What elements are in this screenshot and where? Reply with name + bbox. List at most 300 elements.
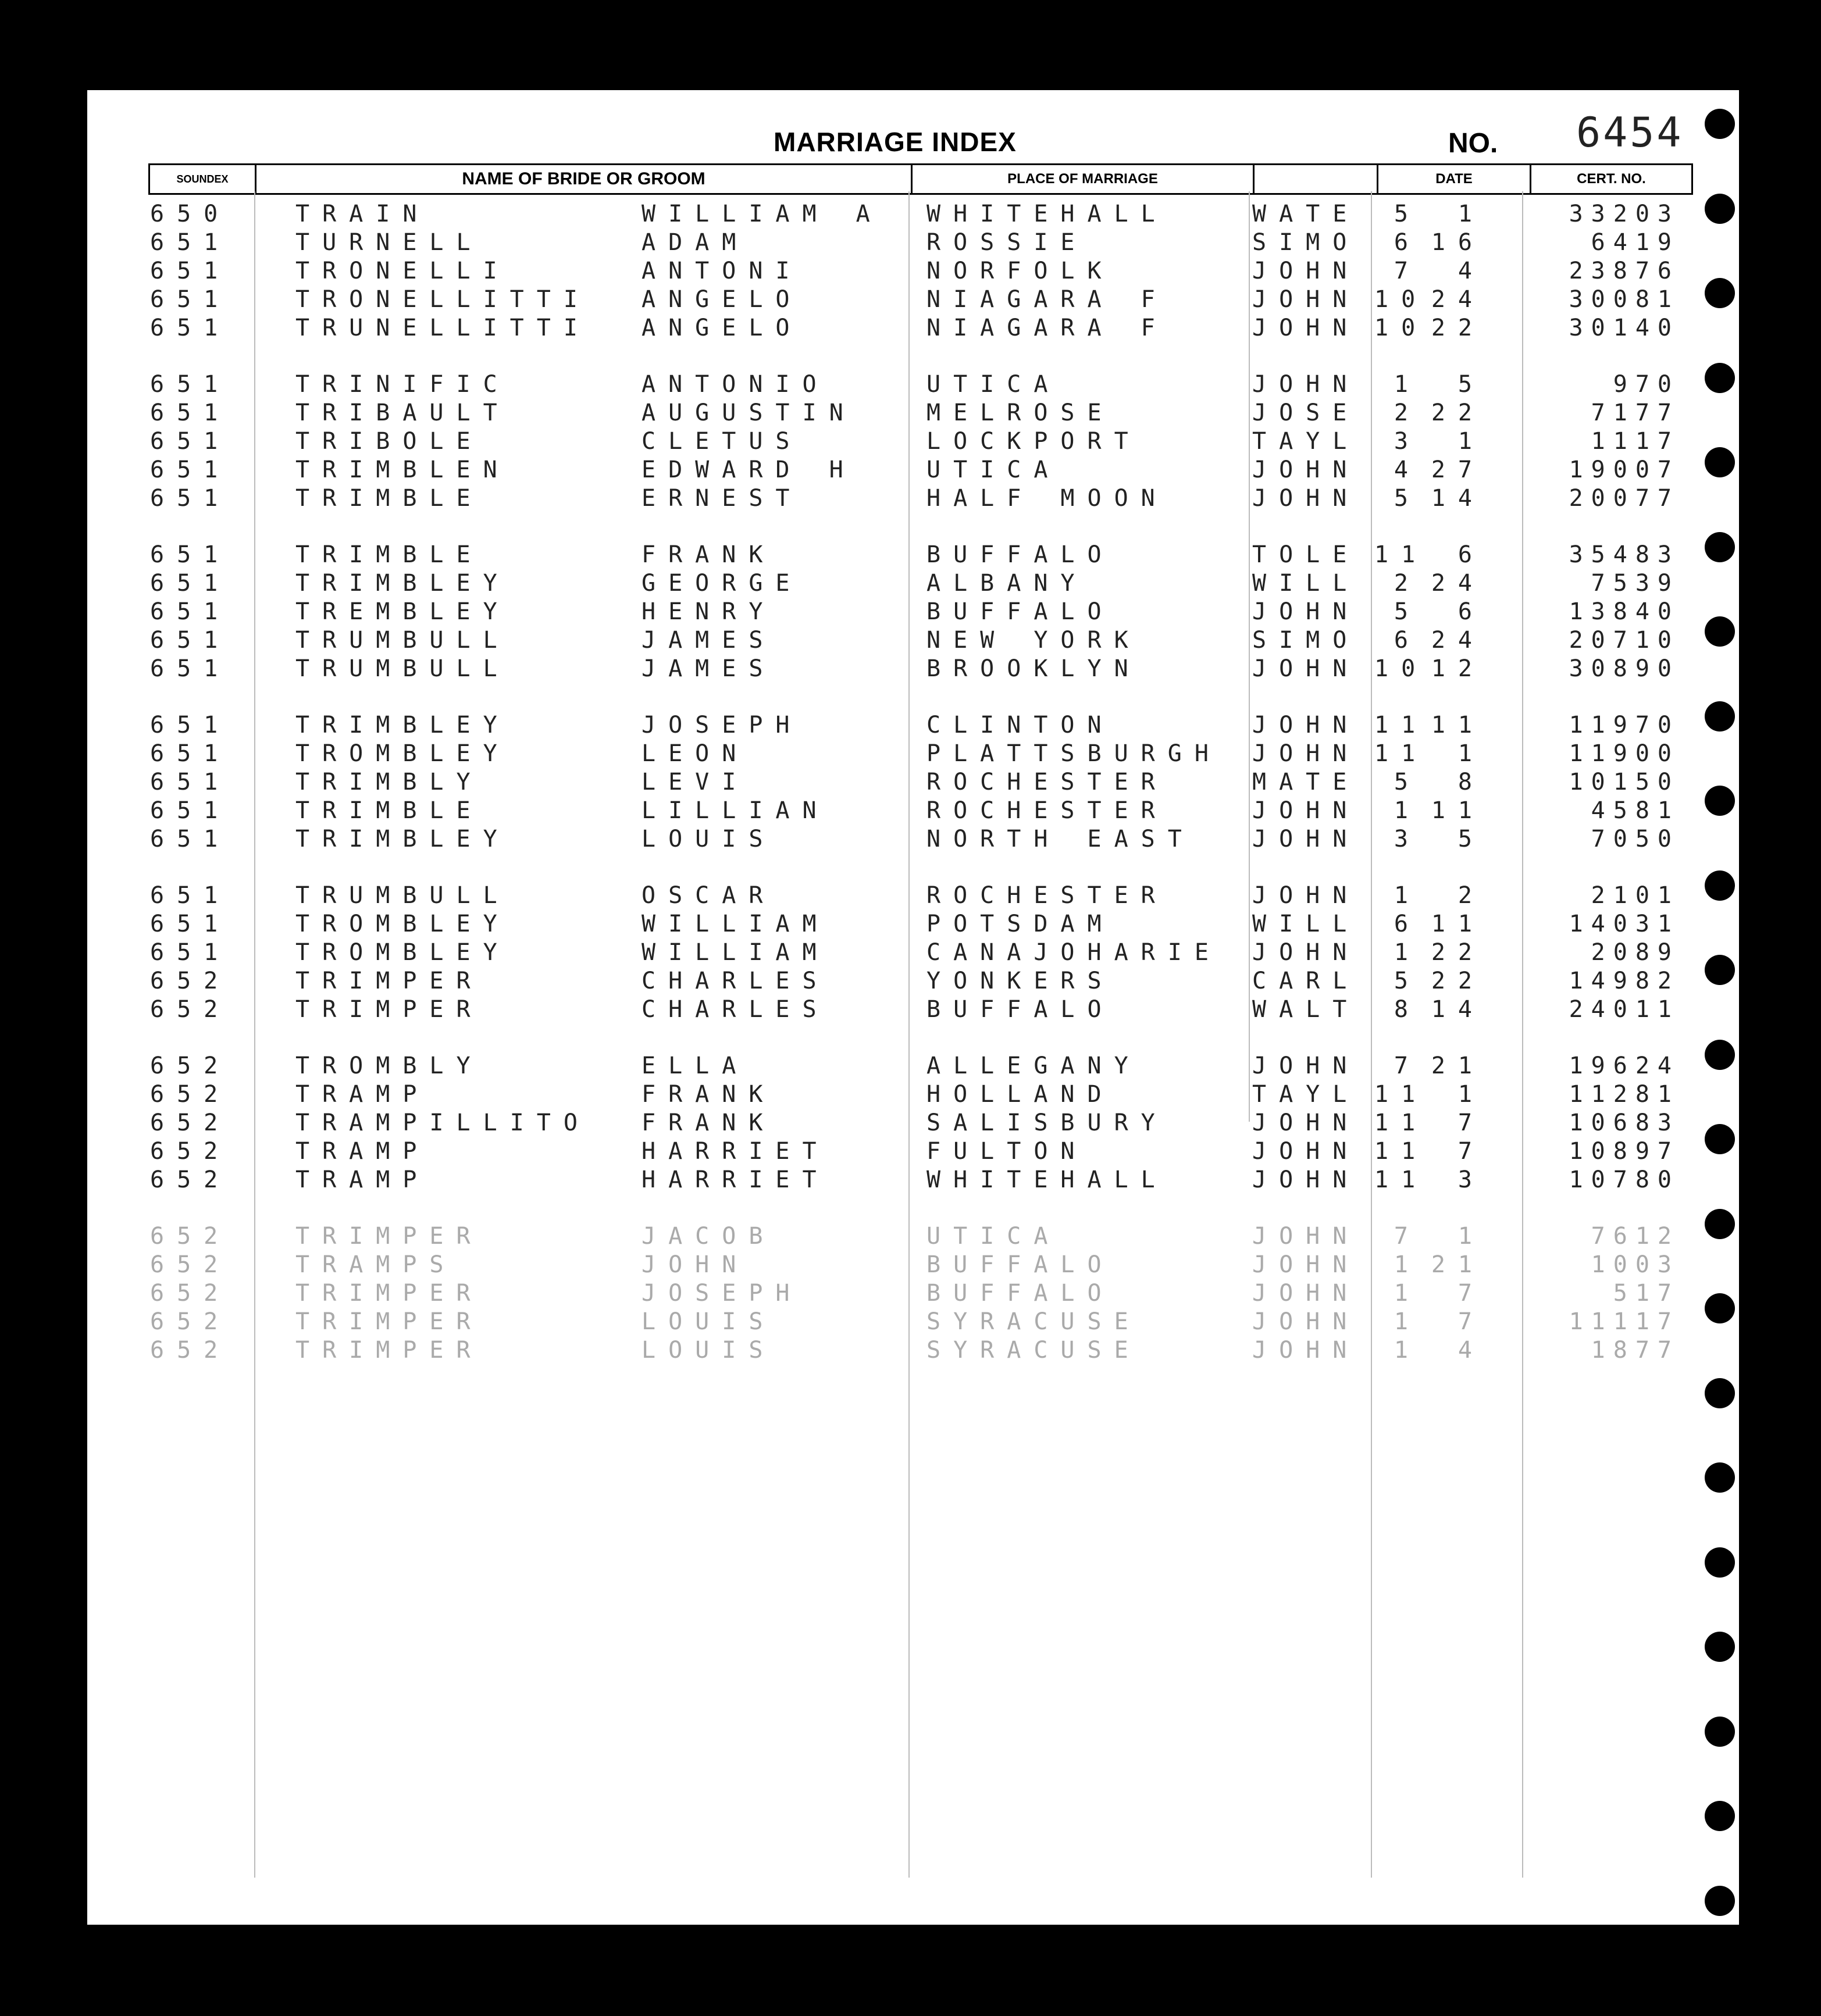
cell-giv: LOUIS [642,1337,776,1364]
cell-dy: 1 [1457,1081,1485,1108]
cell-mo: 8 [1394,996,1421,1023]
cell-cert: 11281 [1569,1081,1680,1108]
cell-sur: TRIMPER [295,968,483,994]
punch-hole [1705,1209,1735,1239]
punch-hole [1705,870,1735,901]
cell-mo: 1 [1394,371,1421,398]
cell-place: UTICA [926,1223,1061,1250]
cell-sur: TROMBLEY [295,911,510,937]
cell-mo: 1 [1394,939,1421,966]
cell-dy: 14 [1431,485,1485,512]
cell-place: WHITEHALL [926,1166,1168,1193]
cell-reg: TAYL [1252,428,1360,455]
cell-place: ROSSIE [926,229,1088,256]
cell-mo: 10 [1374,315,1428,341]
cell-dy: 11 [1431,911,1485,937]
cell-place: FULTON [926,1138,1088,1165]
cell-place: BUFFALO [926,541,1114,568]
cell-mo: 1 [1394,1308,1421,1335]
cell-sdx: 652 [150,1166,231,1193]
cell-giv: LEON [642,740,749,767]
table-row [150,911,1691,939]
cell-sur: TRIMPER [295,1223,483,1250]
cell-giv: ANGELO [642,286,803,313]
cell-place: LOCKPORT [926,428,1141,455]
cell-sdx: 651 [150,797,231,824]
cell-sur: TRUMBULL [295,627,510,654]
cell-reg: JOHN [1252,1251,1360,1278]
cell-sdx: 651 [150,428,231,455]
table-row [150,968,1691,996]
column-header-blank [1255,165,1378,193]
cell-cert: 20710 [1569,627,1680,654]
cell-cert: 33203 [1569,201,1680,227]
number-value: 6454 [1576,109,1684,156]
cell-mo: 1 [1394,1251,1421,1278]
cell-place: SYRACUSE [926,1337,1141,1364]
cell-sdx: 652 [150,1052,231,1079]
punch-hole [1705,1632,1735,1662]
cell-cert: 517 [1613,1280,1680,1307]
cell-sdx: 651 [150,371,231,398]
cell-giv: ANGELO [642,315,803,341]
cell-dy: 8 [1457,769,1485,795]
cell-sur: TRONELLI [295,258,510,284]
cell-cert: 19007 [1569,456,1680,483]
cell-giv: LILLIAN [642,797,829,824]
cell-sdx: 651 [150,740,231,767]
cell-dy: 21 [1431,1052,1485,1079]
cell-dy: 7 [1457,1308,1485,1335]
table-row [150,1223,1691,1251]
cell-place: NIAGARA F [926,315,1168,341]
cell-reg: WATE [1252,201,1360,227]
cell-dy: 7 [1457,1109,1485,1136]
cell-dy: 14 [1431,996,1485,1023]
cell-dy: 24 [1431,286,1485,313]
cell-place: SALISBURY [926,1109,1168,1136]
column-header-name: NAME OF BRIDE OR GROOM [256,165,913,193]
cell-mo: 5 [1394,968,1421,994]
cell-sur: TRIMPER [295,1308,483,1335]
cell-dy: 11 [1431,797,1485,824]
cell-dy: 7 [1457,1280,1485,1307]
cell-reg: JOHN [1252,1109,1360,1136]
cell-cert: 1003 [1591,1251,1680,1278]
cell-sur: TRIMBLEY [295,826,510,852]
cell-giv: JOSEPH [642,1280,803,1307]
table-row [150,1166,1691,1195]
cell-sdx: 652 [150,1109,231,1136]
cell-sdx: 652 [150,1081,231,1108]
cell-mo: 1 [1394,1337,1421,1364]
cell-place: HALF MOON [926,485,1168,512]
cell-reg: WILL [1252,911,1360,937]
table-row [150,996,1691,1025]
cell-place: BUFFALO [926,1280,1114,1307]
cell-giv: HARRIET [642,1138,829,1165]
cell-reg: JOHN [1252,1223,1360,1250]
cell-reg: JOHN [1252,740,1360,767]
cell-mo: 5 [1394,598,1421,625]
column-header-date: DATE [1378,165,1531,193]
cell-place: UTICA [926,456,1061,483]
cell-sdx: 652 [150,1223,231,1250]
cell-place: ROCHESTER [926,882,1168,909]
cell-mo: 1 [1394,882,1421,909]
cell-sdx: 652 [150,1280,231,1307]
cell-sdx: 652 [150,1308,231,1335]
cell-sur: TRINIFIC [295,371,510,398]
cell-mo: 6 [1394,911,1421,937]
cell-giv: ERNEST [642,485,803,512]
cell-cert: 6419 [1591,229,1680,256]
cell-cert: 11970 [1569,712,1680,738]
cell-place: ROCHESTER [926,797,1168,824]
column-header-row [148,163,1693,195]
cell-cert: 14031 [1569,911,1680,937]
cell-sdx: 651 [150,570,231,597]
cell-place: NIAGARA F [926,286,1168,313]
cell-reg: JOHN [1252,456,1360,483]
cell-cert: 11117 [1569,1308,1680,1335]
cell-cert: 7539 [1591,570,1680,597]
cell-sdx: 651 [150,655,231,682]
punch-hole [1705,1462,1735,1493]
column-header-soundex: SOUNDEX [150,165,256,193]
cell-mo: 5 [1394,201,1421,227]
index-entries [150,201,1691,1365]
cell-reg: JOHN [1252,1280,1360,1307]
table-row [150,598,1691,627]
cell-giv: JACOB [642,1223,776,1250]
cell-dy: 22 [1431,399,1485,426]
cell-sdx: 651 [150,258,231,284]
cell-reg: JOHN [1252,1138,1360,1165]
cell-dy: 11 [1431,712,1485,738]
cell-dy: 16 [1431,229,1485,256]
cell-dy: 3 [1457,1166,1485,1193]
column-header-cert: CERT. NO. [1577,171,1646,187]
cell-sur: TRUMBULL [295,655,510,682]
cell-sdx: 651 [150,627,231,654]
punch-hole [1705,955,1735,985]
cell-reg: CARL [1252,968,1360,994]
cell-mo: 11 [1374,1166,1428,1193]
cell-reg: SIMO [1252,229,1360,256]
cell-reg: JOHN [1252,797,1360,824]
cell-cert: 10150 [1569,769,1680,795]
punch-hole [1705,1124,1735,1154]
cell-cert: 24011 [1569,996,1680,1023]
cell-cert: 30081 [1569,286,1680,313]
cell-sur: TRIMBLE [295,541,483,568]
cell-reg: JOHN [1252,1052,1360,1079]
punch-hole [1705,1717,1735,1747]
cell-cert: 7177 [1591,399,1680,426]
punch-hole [1705,532,1735,562]
table-row [150,315,1691,343]
cell-mo: 5 [1394,485,1421,512]
table-row [150,1138,1691,1166]
cell-mo: 7 [1394,1052,1421,1079]
table-row [150,826,1691,854]
punch-hole [1705,109,1735,139]
cell-mo: 7 [1394,1223,1421,1250]
cell-mo: 11 [1374,712,1428,738]
cell-sur: TRUMBULL [295,882,510,909]
cell-reg: JOHN [1252,655,1360,682]
cell-reg: JOHN [1252,315,1360,341]
cell-dy: 1 [1457,1223,1485,1250]
table-row [150,939,1691,968]
punch-hole [1705,786,1735,816]
cell-giv: FRANK [642,541,776,568]
cell-sur: TRAMPILLITO [295,1109,590,1136]
cell-reg: JOHN [1252,1166,1360,1193]
cell-dy: 1 [1457,428,1485,455]
punch-hole [1705,1801,1735,1831]
number-label: NO. [1448,128,1498,159]
cell-cert: 7050 [1591,826,1680,852]
cell-giv: WILLIAM [642,911,829,937]
cell-sdx: 652 [150,996,231,1023]
cell-sdx: 651 [150,315,231,341]
table-row [150,1052,1691,1081]
cell-sur: TRIMBLY [295,769,483,795]
cell-mo: 10 [1374,286,1428,313]
corner-mark: S [1806,1951,1817,1969]
cell-cert: 2089 [1591,939,1680,966]
cell-reg: TAYL [1252,1081,1360,1108]
cell-sdx: 651 [150,911,231,937]
cell-sur: TRONELLITTI [295,286,590,313]
cell-sdx: 652 [150,1337,231,1364]
cell-reg: SIMO [1252,627,1360,654]
table-row [150,428,1691,456]
cell-sur: TRIMBLEN [295,456,510,483]
cell-sur: TRIMBLEY [295,712,510,738]
cell-sdx: 651 [150,229,231,256]
table-row [150,201,1691,229]
cell-sdx: 652 [150,1138,231,1165]
table-row [150,399,1691,428]
punch-hole [1705,701,1735,732]
cell-cert: 30140 [1569,315,1680,341]
punch-hole [1705,616,1735,647]
cell-dy: 24 [1431,570,1485,597]
cell-reg: JOSE [1252,399,1360,426]
cell-giv: ANTONI [642,258,803,284]
cell-mo: 2 [1394,570,1421,597]
cell-giv: LEVI [642,769,749,795]
cell-dy: 6 [1457,598,1485,625]
cell-sur: TRAMP [295,1166,430,1193]
cell-cert: 4581 [1591,797,1680,824]
cell-cert: 19624 [1569,1052,1680,1079]
cell-sdx: 651 [150,769,231,795]
table-row [150,570,1691,598]
cell-place: WHITEHALL [926,201,1168,227]
cell-dy: 12 [1431,655,1485,682]
cell-place: HOLLAND [926,1081,1114,1108]
cell-giv: FRANK [642,1081,776,1108]
cell-giv: ANTONIO [642,371,829,398]
cell-reg: JOHN [1252,286,1360,313]
punch-hole [1705,1040,1735,1070]
cell-reg: JOHN [1252,826,1360,852]
cell-place: UTICA [926,371,1061,398]
cell-giv: WILLIAM A [642,201,883,227]
cell-dy: 4 [1457,1337,1485,1364]
cell-sdx: 650 [150,201,231,227]
cell-sur: TROMBLEY [295,740,510,767]
punch-hole [1705,1293,1735,1323]
cell-cert: 14982 [1569,968,1680,994]
cell-place: CLINTON [926,712,1114,738]
cell-place: BUFFALO [926,1251,1114,1278]
cell-sdx: 651 [150,598,231,625]
table-row [150,371,1691,399]
punch-hole [1705,363,1735,393]
cell-sur: TRUNELLITTI [295,315,590,341]
cell-cert: 1117 [1591,428,1680,455]
cell-giv: JAMES [642,655,776,682]
cell-reg: MATE [1252,769,1360,795]
cell-giv: OSCAR [642,882,776,909]
cell-cert: 1877 [1591,1337,1680,1364]
cell-cert: 23876 [1569,258,1680,284]
table-row [150,286,1691,315]
cell-place: PLATTSBURGH [926,740,1221,767]
table-row [150,1251,1691,1280]
cell-dy: 1 [1457,740,1485,767]
cell-dy: 2 [1457,882,1485,909]
punch-hole [1705,447,1735,477]
punch-hole [1705,1886,1735,1916]
cell-giv: LOUIS [642,826,776,852]
cell-place: MELROSE [926,399,1114,426]
cell-dy: 5 [1457,371,1485,398]
cell-place: POTSDAM [926,911,1114,937]
cell-mo: 10 [1374,655,1428,682]
cell-giv: GEORGE [642,570,803,597]
cell-mo: 6 [1394,229,1421,256]
cell-dy: 6 [1457,541,1485,568]
cell-giv: FRANK [642,1109,776,1136]
cell-place: ALBANY [926,570,1088,597]
table-row [150,740,1691,769]
cell-giv: EDWARD H [642,456,856,483]
cell-sur: TRIMPER [295,1280,483,1307]
cell-sdx: 651 [150,456,231,483]
cell-sur: TURNELL [295,229,483,256]
cell-sdx: 651 [150,939,231,966]
cell-sur: TRIMPER [295,1337,483,1364]
cell-mo: 1 [1394,797,1421,824]
cell-place: SYRACUSE [926,1308,1141,1335]
cell-sur: TROMBLY [295,1052,483,1079]
punch-hole [1705,1378,1735,1408]
index-card [87,90,1817,1969]
cell-sur: TRIMBLEY [295,570,510,597]
cell-place: YONKERS [926,968,1114,994]
cell-mo: 1 [1394,1280,1421,1307]
cell-dy: 22 [1431,968,1485,994]
cell-giv: HENRY [642,598,776,625]
cell-mo: 5 [1394,769,1421,795]
cell-giv: LOUIS [642,1308,776,1335]
cell-cert: 20077 [1569,485,1680,512]
cell-cert: 10897 [1569,1138,1680,1165]
punch-hole [1705,194,1735,224]
table-row [150,1280,1691,1308]
cell-dy: 22 [1431,315,1485,341]
table-row [150,229,1691,258]
cell-cert: 10780 [1569,1166,1680,1193]
cell-sur: TRAMPS [295,1251,457,1278]
cell-giv: AUGUSTIN [642,399,856,426]
cell-sur: TRAMP [295,1081,430,1108]
cell-sur: TRIMBLE [295,797,483,824]
cell-giv: JOSEPH [642,712,803,738]
cell-sur: TROMBLEY [295,939,510,966]
cell-giv: WILLIAM [642,939,829,966]
cell-sur: TRIMPER [295,996,483,1023]
cell-dy: 7 [1457,1138,1485,1165]
table-row [150,655,1691,684]
table-row [150,797,1691,826]
cell-sdx: 651 [150,485,231,512]
cell-sur: TRIBAULT [295,399,510,426]
cell-giv: CHARLES [642,968,829,994]
cell-reg: JOHN [1252,1308,1360,1335]
cell-cert: 30890 [1569,655,1680,682]
cell-cert: 10683 [1569,1109,1680,1136]
cell-reg: JOHN [1252,371,1360,398]
cell-place: NEW YORK [926,627,1141,654]
cell-place: BUFFALO [926,996,1114,1023]
table-row [150,1308,1691,1337]
cell-place: NORFOLK [926,258,1114,284]
cell-mo: 6 [1394,627,1421,654]
table-row [150,769,1691,797]
cell-dy: 24 [1431,627,1485,654]
table-row [150,712,1691,740]
cell-giv: JOHN [642,1251,749,1278]
cell-cert: 35483 [1569,541,1680,568]
cell-dy: 1 [1457,201,1485,227]
cell-sur: TRIBOLE [295,428,483,455]
column-header-place: PLACE OF MARRIAGE [913,165,1255,193]
table-row [150,1081,1691,1109]
cell-sdx: 651 [150,882,231,909]
cell-dy: 27 [1431,456,1485,483]
cell-sur: TRAIN [295,201,430,227]
cell-mo: 3 [1394,428,1421,455]
cell-sdx: 651 [150,399,231,426]
cell-cert: 970 [1613,371,1680,398]
cell-reg: JOHN [1252,485,1360,512]
table-row [150,627,1691,655]
page-title: MARRIAGE INDEX [774,127,1017,157]
table-row [150,456,1691,485]
punch-hole [1705,1547,1735,1578]
cell-sdx: 652 [150,1251,231,1278]
cell-cert: 2101 [1591,882,1680,909]
cell-reg: JOHN [1252,882,1360,909]
cell-dy: 4 [1457,258,1485,284]
